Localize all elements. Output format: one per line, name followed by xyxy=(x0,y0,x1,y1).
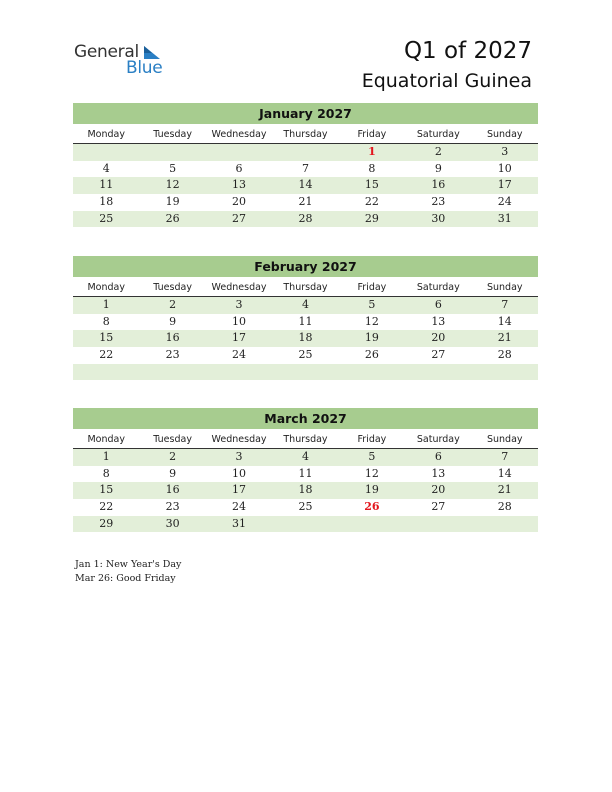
day-cell: 14 xyxy=(497,466,512,480)
logo-blue-text: Blue xyxy=(126,58,163,78)
day-cell: 7 xyxy=(301,161,309,175)
day-cell: 12 xyxy=(165,178,180,192)
day-cell: 13 xyxy=(431,314,446,328)
day-cell: 5 xyxy=(368,450,376,463)
day-cell: 21 xyxy=(298,195,313,209)
day-cell: 17 xyxy=(232,331,247,345)
day-cell: 2 xyxy=(169,450,177,463)
day-cell: 25 xyxy=(99,211,114,225)
day-cell: 27 xyxy=(232,211,247,225)
week-row xyxy=(73,144,538,161)
page-title: Q1 of 2027 xyxy=(403,38,532,64)
day-cell: 27 xyxy=(431,348,446,362)
weekday-label: Friday xyxy=(357,434,387,445)
day-cell: 3 xyxy=(501,145,509,158)
day-cell: 14 xyxy=(298,178,313,192)
day-cell: 2 xyxy=(169,298,177,311)
day-cell: 16 xyxy=(431,178,446,192)
day-cell: 25 xyxy=(298,348,313,362)
weekday-label: Tuesday xyxy=(153,129,192,140)
day-cell: 11 xyxy=(298,466,313,480)
weekday-label: Saturday xyxy=(416,434,460,445)
week-row xyxy=(73,499,538,516)
day-cell: 20 xyxy=(431,331,446,345)
day-cell: 17 xyxy=(497,178,512,192)
weekday-label: Wednesday xyxy=(211,434,267,445)
weekday-label: Monday xyxy=(87,282,125,293)
day-cell xyxy=(339,516,405,533)
day-cell: 6 xyxy=(434,298,442,311)
day-cell: 14 xyxy=(497,314,512,328)
day-cell: 1 xyxy=(102,450,110,463)
day-cell: 15 xyxy=(99,483,114,497)
day-cell: 11 xyxy=(99,178,114,192)
day-cell: 9 xyxy=(169,314,177,328)
week-row xyxy=(73,330,538,347)
day-cell: 16 xyxy=(165,331,180,345)
week-row xyxy=(73,364,538,381)
day-cell: 10 xyxy=(497,161,512,175)
holiday-note: Jan 1: New Year's Day xyxy=(75,559,182,570)
day-cell: 3 xyxy=(235,298,243,311)
day-cell: 18 xyxy=(298,483,313,497)
day-cell: 26 xyxy=(364,500,380,514)
month-title: February 2027 xyxy=(73,256,538,277)
day-cell xyxy=(272,364,338,381)
month-january xyxy=(73,103,538,227)
weekday-label: Monday xyxy=(87,434,125,445)
day-cell: 18 xyxy=(298,331,313,345)
weekday-label: Sunday xyxy=(486,129,523,140)
day-cell: 28 xyxy=(298,211,313,225)
day-cell xyxy=(272,516,338,533)
day-cell: 22 xyxy=(99,500,114,514)
week-row xyxy=(73,297,538,314)
weekday-label: Wednesday xyxy=(211,129,267,140)
day-cell xyxy=(472,364,538,381)
day-cell: 29 xyxy=(99,516,114,530)
day-cell: 8 xyxy=(368,161,376,175)
day-cell: 1 xyxy=(368,145,376,158)
day-cell xyxy=(73,144,139,161)
day-cell: 12 xyxy=(364,314,379,328)
month-february xyxy=(73,256,538,380)
day-cell xyxy=(339,364,405,381)
day-cell: 8 xyxy=(102,466,110,480)
weekday-label: Monday xyxy=(87,129,125,140)
day-cell: 1 xyxy=(102,298,110,311)
weekday-label: Thursday xyxy=(283,282,328,293)
weekday-header-row xyxy=(73,127,538,144)
weekday-label: Tuesday xyxy=(153,434,192,445)
day-cell: 17 xyxy=(232,483,247,497)
day-cell: 24 xyxy=(232,500,247,514)
day-cell: 6 xyxy=(235,161,243,175)
day-cell: 4 xyxy=(102,161,110,175)
day-cell: 21 xyxy=(497,483,512,497)
day-cell: 8 xyxy=(102,314,110,328)
day-cell xyxy=(405,364,471,381)
day-cell: 19 xyxy=(364,483,379,497)
weekday-label: Sunday xyxy=(486,282,523,293)
day-cell: 31 xyxy=(497,211,512,225)
holiday-note: Mar 26: Good Friday xyxy=(75,572,176,584)
day-cell: 2 xyxy=(434,145,442,158)
month-title: January 2027 xyxy=(73,103,538,124)
page-subtitle: Equatorial Guinea xyxy=(361,70,532,92)
day-cell: 11 xyxy=(298,314,313,328)
day-cell: 28 xyxy=(497,500,512,514)
day-cell: 12 xyxy=(364,466,379,480)
day-cell: 15 xyxy=(99,331,114,345)
day-cell: 3 xyxy=(235,450,243,463)
week-row xyxy=(73,194,538,211)
weekday-label: Saturday xyxy=(416,129,460,140)
holiday-notes xyxy=(75,558,181,585)
day-cell: 10 xyxy=(232,314,247,328)
week-row xyxy=(73,482,538,499)
day-cell: 30 xyxy=(165,516,180,530)
weekday-label: Friday xyxy=(357,282,387,293)
day-cell xyxy=(472,516,538,533)
weekday-label: Wednesday xyxy=(211,282,267,293)
day-cell: 20 xyxy=(431,483,446,497)
day-cell xyxy=(206,364,272,381)
week-row xyxy=(73,314,538,331)
week-row xyxy=(73,466,538,483)
day-cell: 27 xyxy=(431,500,446,514)
day-cell: 31 xyxy=(232,516,247,530)
week-row xyxy=(73,347,538,364)
day-cell: 28 xyxy=(497,348,512,362)
day-cell xyxy=(139,144,205,161)
day-cell: 18 xyxy=(99,195,114,209)
day-cell xyxy=(272,144,338,161)
weekday-label: Thursday xyxy=(283,434,328,445)
day-cell: 13 xyxy=(232,178,247,192)
weekday-label: Friday xyxy=(357,129,387,140)
day-cell: 26 xyxy=(364,348,379,362)
day-cell: 25 xyxy=(298,500,313,514)
day-cell: 9 xyxy=(169,466,177,480)
weekday-header-row xyxy=(73,280,538,297)
week-row xyxy=(73,449,538,466)
day-cell: 19 xyxy=(165,195,180,209)
day-cell: 23 xyxy=(431,195,446,209)
day-cell: 21 xyxy=(497,331,512,345)
logo-general-text: General xyxy=(74,42,139,62)
day-cell: 4 xyxy=(301,298,309,311)
day-cell xyxy=(139,364,205,381)
day-cell xyxy=(405,516,471,533)
day-cell: 13 xyxy=(431,466,446,480)
weekday-label: Saturday xyxy=(416,282,460,293)
day-cell: 23 xyxy=(165,348,180,362)
weekday-header-row xyxy=(73,432,538,449)
day-cell: 10 xyxy=(232,466,247,480)
day-cell: 7 xyxy=(501,298,509,311)
day-cell: 9 xyxy=(434,161,442,175)
day-cell: 22 xyxy=(364,195,379,209)
day-cell: 22 xyxy=(99,348,114,362)
day-cell: 29 xyxy=(364,211,379,225)
week-row xyxy=(73,161,538,178)
day-cell: 16 xyxy=(165,483,180,497)
day-cell: 24 xyxy=(497,195,512,209)
day-cell: 20 xyxy=(232,195,247,209)
weekday-label: Thursday xyxy=(283,129,328,140)
day-cell: 5 xyxy=(169,161,177,175)
week-row xyxy=(73,516,538,533)
day-cell: 30 xyxy=(431,211,446,225)
generalblue-logo xyxy=(74,42,174,78)
day-cell: 7 xyxy=(501,450,509,463)
weekday-label: Tuesday xyxy=(153,282,192,293)
weekday-label: Sunday xyxy=(486,434,523,445)
day-cell: 23 xyxy=(165,500,180,514)
day-cell: 6 xyxy=(434,450,442,463)
day-cell: 24 xyxy=(232,348,247,362)
week-row xyxy=(73,211,538,228)
day-cell: 26 xyxy=(165,211,180,225)
day-cell: 4 xyxy=(301,450,309,463)
day-cell: 5 xyxy=(368,298,376,311)
day-cell xyxy=(73,364,139,381)
month-title: March 2027 xyxy=(73,408,538,429)
week-row xyxy=(73,177,538,194)
month-march xyxy=(73,408,538,532)
day-cell: 19 xyxy=(364,331,379,345)
day-cell: 15 xyxy=(364,178,379,192)
day-cell xyxy=(206,144,272,161)
